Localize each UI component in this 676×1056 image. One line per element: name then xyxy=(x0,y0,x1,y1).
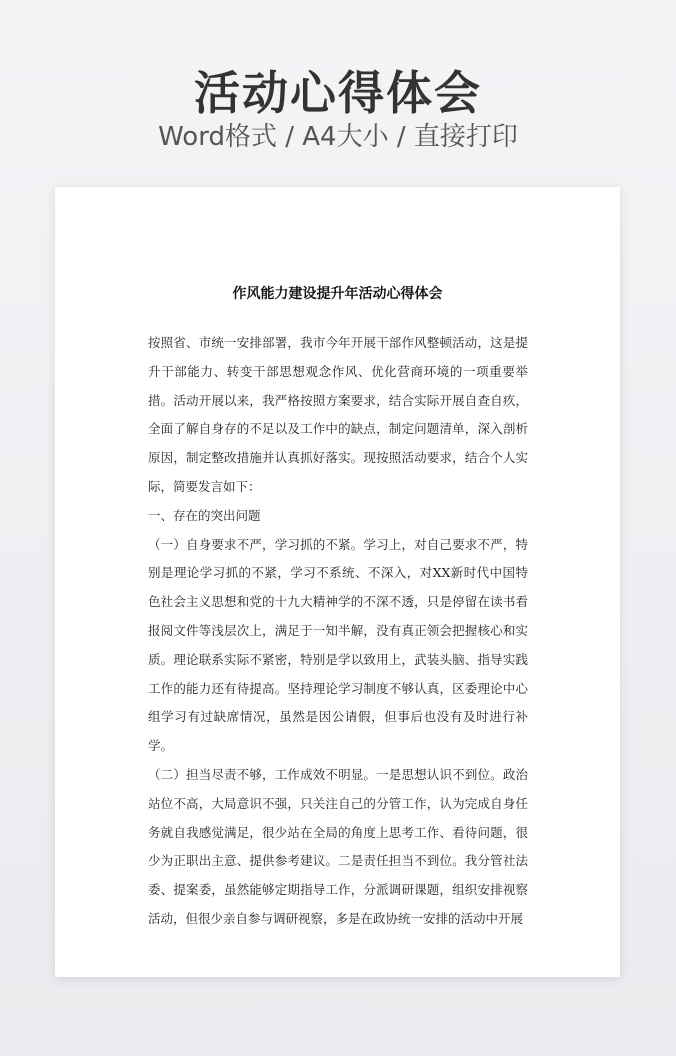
page-title: 活动心得体会 xyxy=(194,66,482,120)
section-heading: 一、存在的突出问题 xyxy=(148,507,261,523)
document-body xyxy=(148,329,528,934)
paragraph-problem-2: （二）担当尽责不够，工作成效不明显。一是思想认识不到位。政治站位不高，大局意识不强，只关注自己的分管工作，认为完成自身任务就自我感觉满足，很少站在全局的角度上思考工作、看待问题，很少为正职出主意、提供参考建议。二是责任担当不到位。我分管社法委、提案委，虽然能够定期指导工作，分派调研课题，组织安排视察活动，但很少亲自参与调研视察，多是在政协统一安排的活动中开展 xyxy=(148,766,528,926)
paragraph-problem-1: （一）自身要求不严，学习抓的不紧。学习上，对自己要求不严，特别是理论学习抓的不紧，学习不系统、不深入，对XX新时代中国特色社会主义思想和党的十九大精神学的不深不透，只是停留在读书看报阅文件等浅层次上，满足于一知半解，没有真正领会把握核心和实质。理论联系实际不紧密，特别是学以致用上，武装头脑、指导实践工作的能力还有待提高。坚持理论学习制度不够认真，区委理论中心组学习有过缺席情况，虽然是因公请假，但事后也没有及时进行补学。 xyxy=(148,536,528,754)
page-subtitle: Word格式 / A4大小 / 直接打印 xyxy=(158,122,518,152)
document-title: 作风能力建设提升年活动心得体会 xyxy=(232,286,443,302)
document-page xyxy=(55,187,620,977)
paragraph-intro: 按照省、市统一安排部署，我市今年开展干部作风整顿活动，这是提升干部能力、转变干部思想观念作风、优化营商环境的一项重要举措。活动开展以来，我严格按照方案要求，结合实际开展自查自疚，全面了解自身存的不足以及工作中的缺点，制定问题清单，深入剖析原因，制定整改措施并认真抓好落实。现按照活动要求，结合个人实际，简要发言如下： xyxy=(148,335,528,494)
